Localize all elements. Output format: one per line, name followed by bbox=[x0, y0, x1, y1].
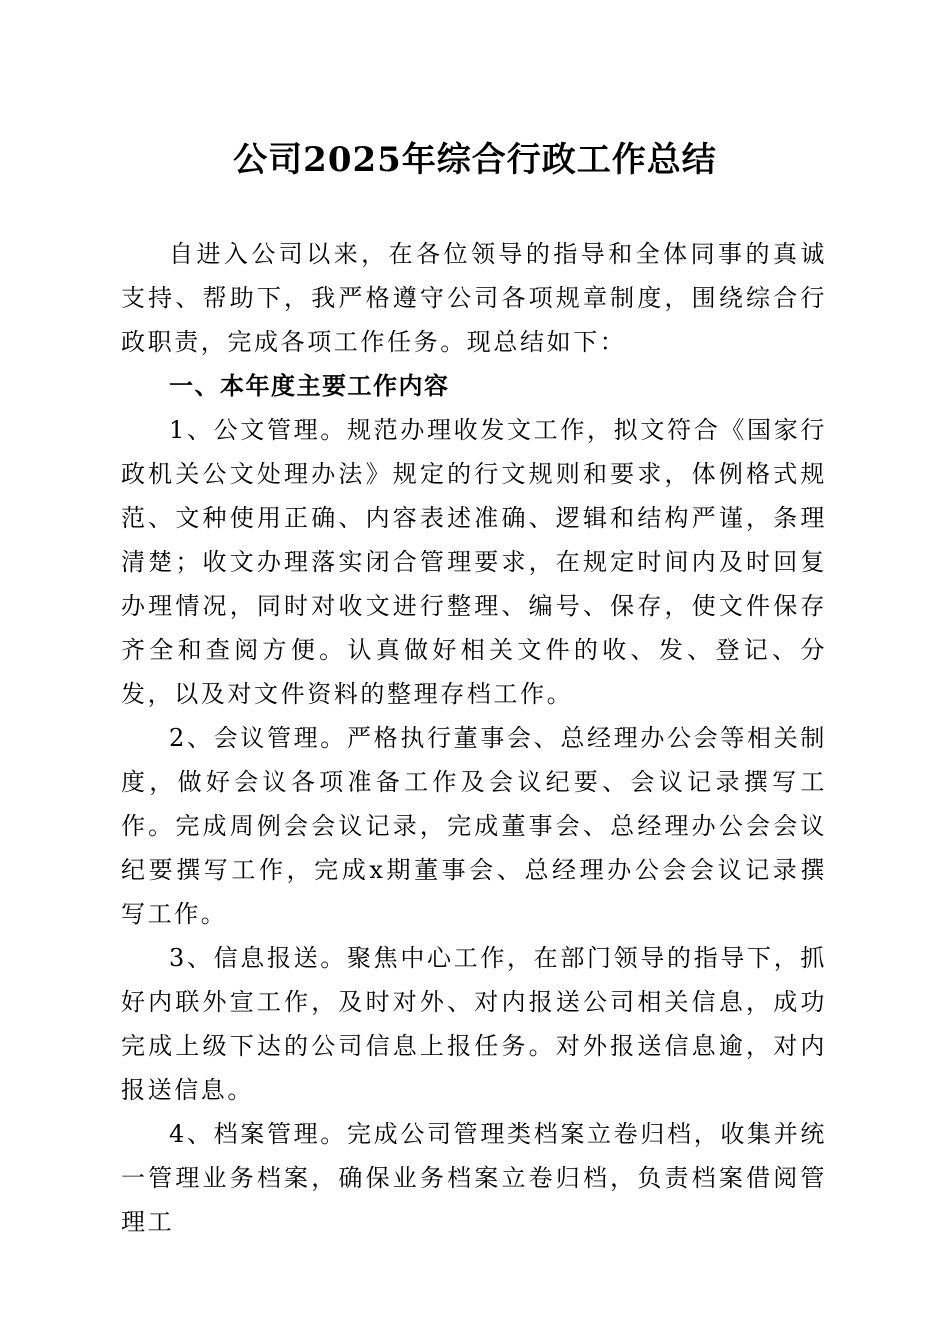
document-body bbox=[121, 232, 827, 1244]
paragraph-document-management: 1、公文管理。规范办理收发文工作，拟文符合《国家行政机关公文处理办法》规定的行文规则和要求，体例格式规范、文种使用正确、内容表述准确、逻辑和结构严谨，条理清楚；收文办理落实闭合管理要求，在规定时间内及时回复办理情况，同时对收文进行整理、编号、保存，使文件保存齐全和查阅方便。认真做好相关文件的收、发、登记、分发，以及对文件资料的整理存档工作。 bbox=[121, 416, 827, 708]
paragraph-information-reporting: 3、信息报送。聚焦中心工作，在部门领导的指导下，抓好内联外宣工作，及时对外、对内报送公司相关信息，成功完成上级下达的公司信息上报任务。对外报送信息逾，对内报送信息。 bbox=[121, 944, 827, 1104]
paragraph-archive-management: 4、档案管理。完成公司管理类档案立卷归档，收集并统一管理业务档案，确保业务档案立卷归档，负责档案借阅管理工 bbox=[121, 1120, 827, 1236]
section-heading: 一、本年度主要工作内容 bbox=[169, 372, 450, 400]
paragraph-meeting-management: 2、会议管理。严格执行董事会、总经理办公会等相关制度，做好会议各项准备工作及会议纪要、会议记录撰写工作。完成周例会会议记录，完成董事会、总经理办公会会议纪要撰写工作，完成x期董事会、总经理办公会会议记录撰写工作。 bbox=[121, 724, 827, 928]
intro-paragraph: 自进入公司以来，在各位领导的指导和全体同事的真诚支持、帮助下，我严格遵守公司各项规章制度，围绕综合行政职责，完成各项工作任务。现总结如下： bbox=[121, 240, 827, 356]
document-title: 公司2025年综合行政工作总结 bbox=[233, 140, 717, 180]
